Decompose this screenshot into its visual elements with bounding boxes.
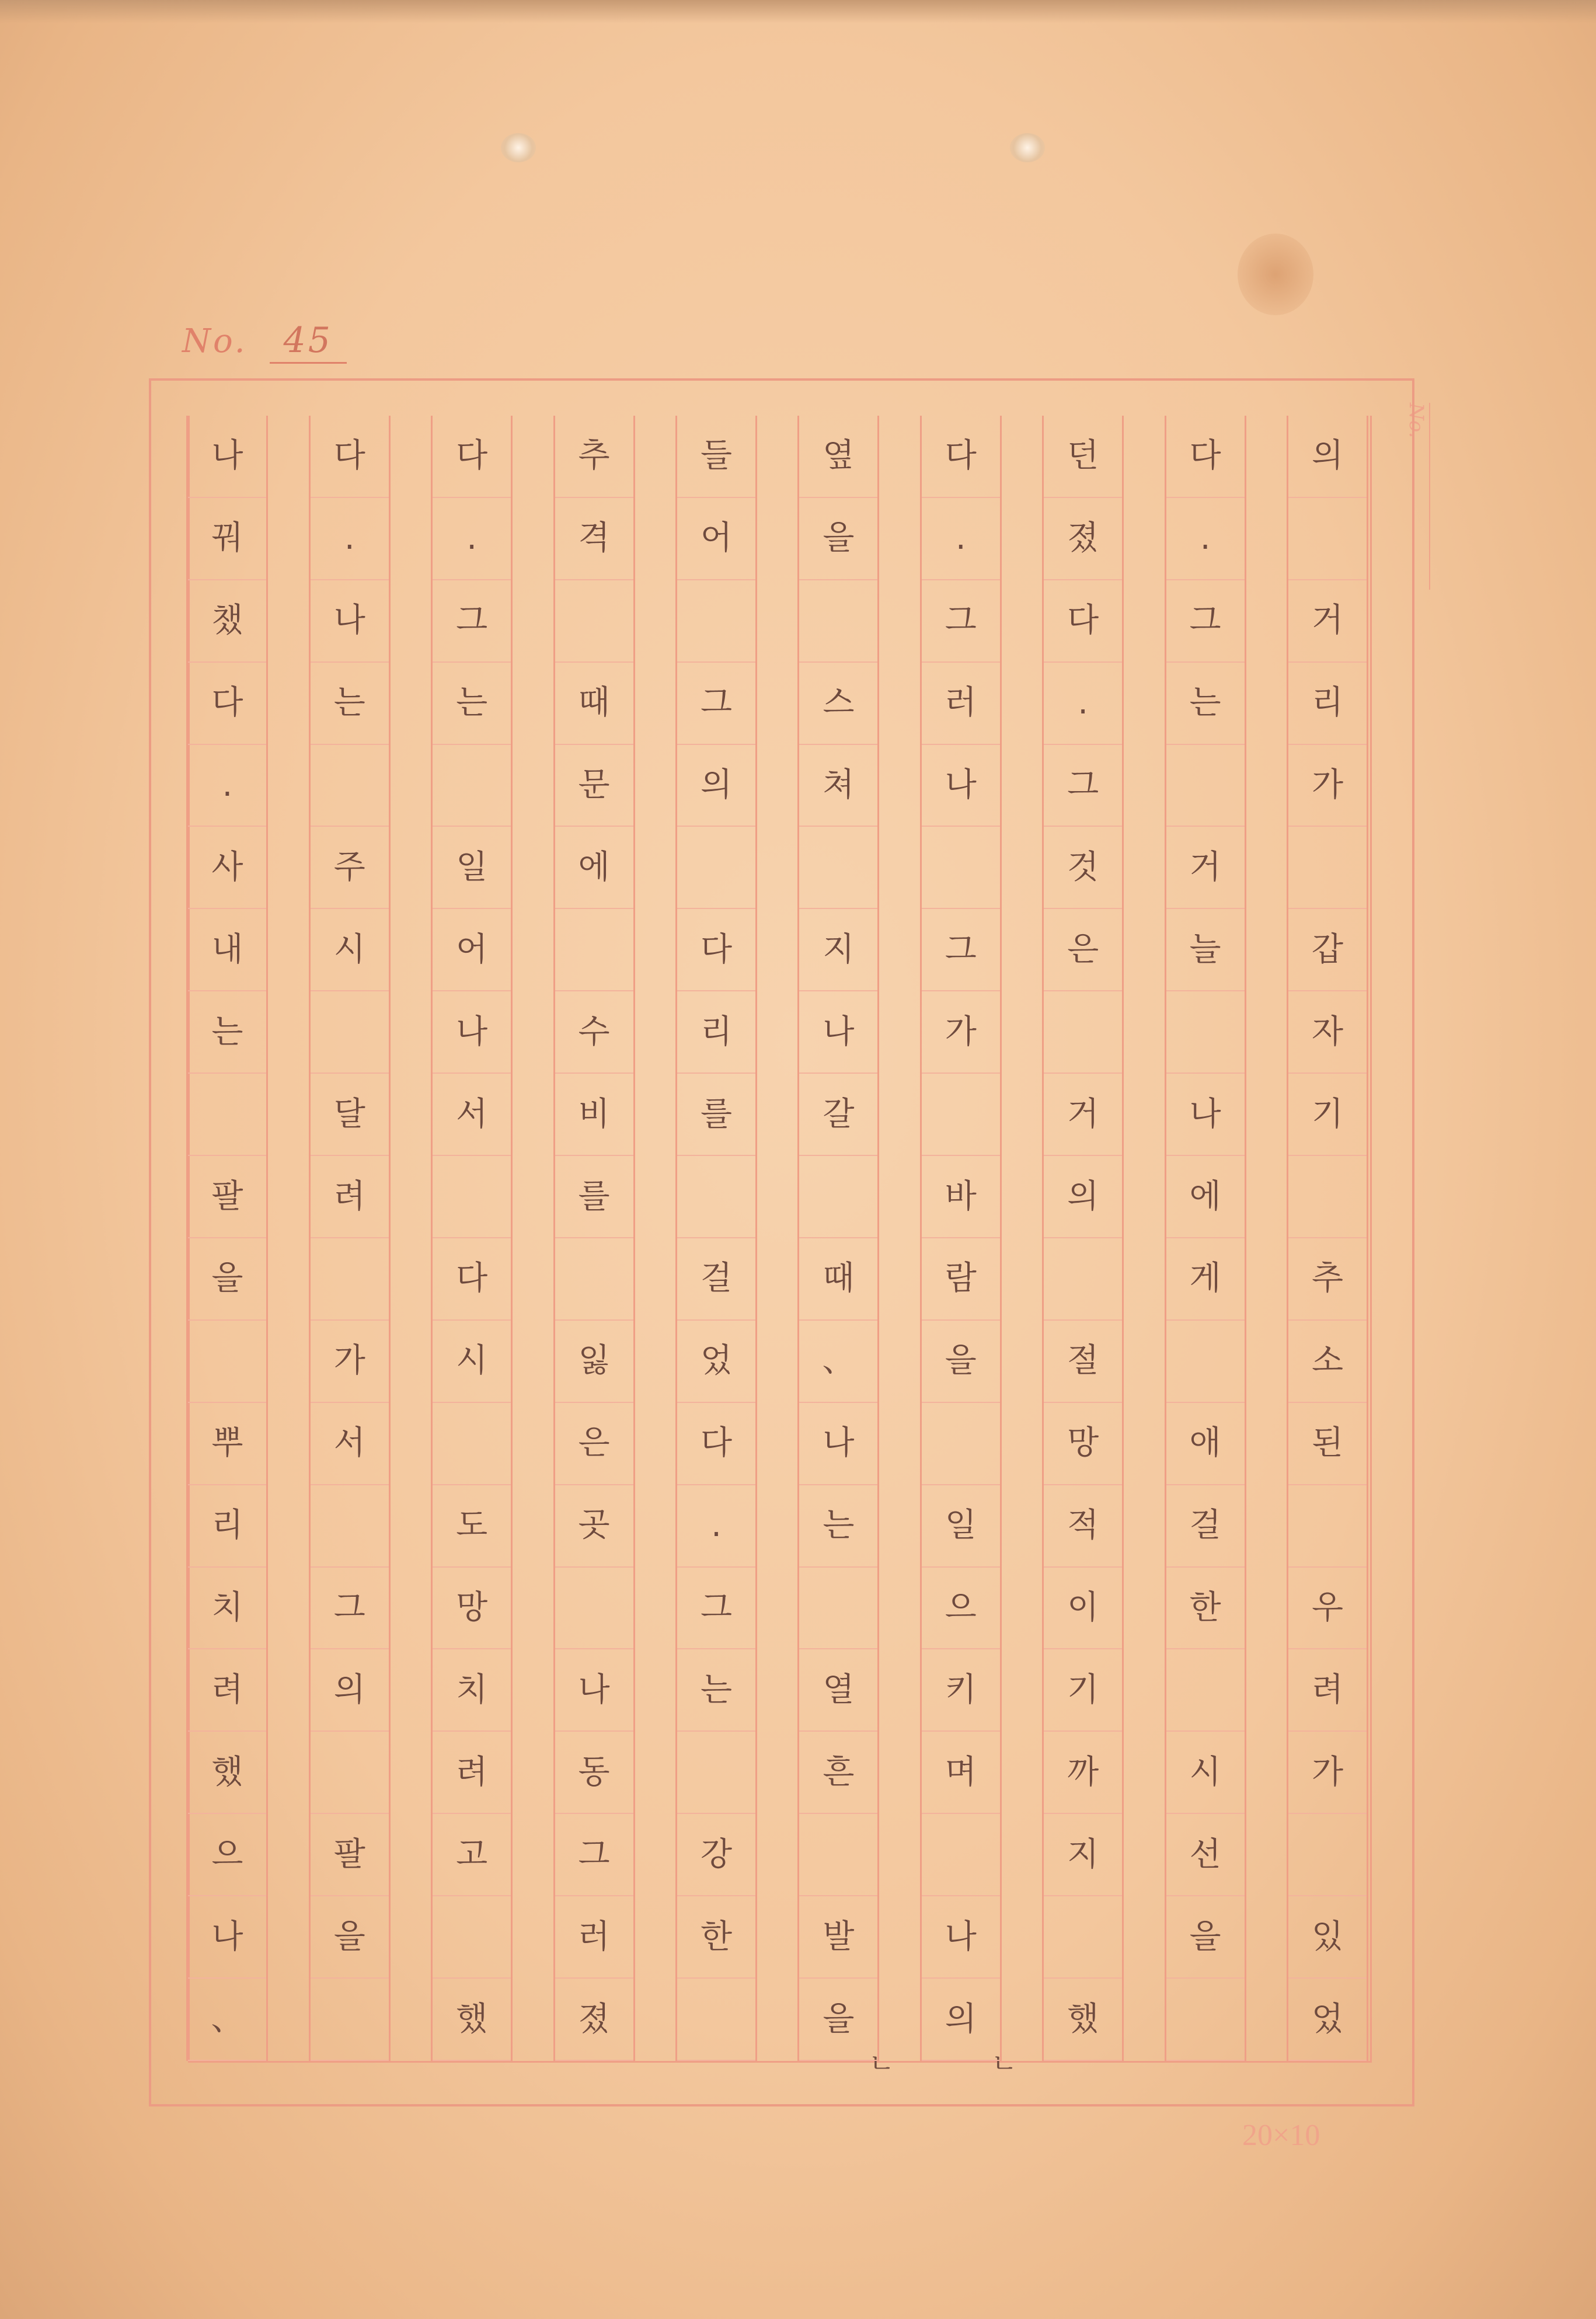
manuscript-cell: 고 — [433, 1814, 511, 1896]
manuscript-cell: 는 — [1166, 663, 1245, 745]
manuscript-cell: 의 — [677, 745, 755, 827]
manuscript-column — [1287, 416, 1368, 2061]
manuscript-cell: 뿌 — [188, 1403, 266, 1485]
manuscript-cell — [555, 1568, 633, 1650]
manuscript-cell: 내 — [188, 909, 266, 991]
manuscript-column — [431, 416, 513, 2061]
manuscript-cell: 때 — [799, 1238, 877, 1321]
manuscript-cell — [311, 745, 389, 827]
manuscript-cell — [1166, 991, 1245, 1074]
manuscript-cell — [799, 827, 877, 910]
manuscript-cell: 나 — [311, 580, 389, 663]
manuscript-cell: 거 — [1288, 580, 1367, 663]
manuscript-cell: 가 — [1288, 745, 1367, 827]
margin-mark-right: ㄴ — [991, 2048, 1017, 2079]
manuscript-cell: 러 — [922, 663, 1000, 745]
manuscript-cell — [1044, 1896, 1122, 1979]
manuscript-cell: 스 — [799, 663, 877, 745]
manuscript-cell — [1288, 1156, 1367, 1238]
manuscript-cell — [799, 1156, 877, 1238]
manuscript-cell: . — [433, 498, 511, 580]
manuscript-cell — [433, 1896, 511, 1979]
manuscript-cell: 러 — [555, 1896, 633, 1979]
manuscript-cell: 지 — [799, 909, 877, 991]
manuscript-cell: 지 — [1044, 1814, 1122, 1896]
manuscript-cell: 나 — [555, 1650, 633, 1732]
manuscript-cell: . — [922, 498, 1000, 580]
manuscript-cell: 일 — [433, 827, 511, 910]
manuscript-cell: 의 — [311, 1650, 389, 1732]
manuscript-cell — [555, 909, 633, 991]
manuscript-cell: 절 — [1044, 1321, 1122, 1403]
manuscript-cell: 、 — [799, 1321, 877, 1403]
manuscript-cell: 나 — [188, 416, 266, 498]
manuscript-cell — [433, 1403, 511, 1485]
manuscript-cell: 、 — [188, 1979, 266, 2061]
manuscript-cell: 갑 — [1288, 909, 1367, 991]
manuscript-cell: 려 — [1288, 1650, 1367, 1732]
manuscript-column — [553, 416, 635, 2061]
manuscript-cell — [677, 827, 755, 910]
manuscript-cell: 흔 — [799, 1732, 877, 1814]
paper-stain-spot — [1238, 234, 1313, 315]
manuscript-cell: 에 — [555, 827, 633, 910]
manuscript-cell: . — [1166, 498, 1245, 580]
manuscript-cell: 는 — [677, 1650, 755, 1732]
manuscript-cell: 쳐 — [799, 745, 877, 827]
margin-mark-left: ㄴ — [869, 2048, 895, 2079]
grid-size-label: 20×10 — [1242, 2119, 1320, 2152]
manuscript-cell: 어 — [433, 909, 511, 991]
manuscript-cell: 에 — [1166, 1156, 1245, 1238]
manuscript-cell: 을 — [922, 1321, 1000, 1403]
manuscript-cell: 려 — [311, 1156, 389, 1238]
manuscript-cell: 려 — [433, 1732, 511, 1814]
manuscript-column — [186, 416, 268, 2061]
manuscript-cell: 사 — [188, 827, 266, 910]
manuscript-cell — [1166, 1321, 1245, 1403]
manuscript-cell: 기 — [1288, 1074, 1367, 1156]
manuscript-cell — [1166, 1650, 1245, 1732]
manuscript-cell: . — [677, 1485, 755, 1568]
manuscript-cell — [922, 1074, 1000, 1156]
manuscript-cell — [799, 580, 877, 663]
manuscript-cell: 은 — [555, 1403, 633, 1485]
manuscript-cell: 적 — [1044, 1485, 1122, 1568]
manuscript-cell: 은 — [1044, 909, 1122, 991]
manuscript-cell — [311, 1238, 389, 1321]
manuscript-cell: 까 — [1044, 1732, 1122, 1814]
manuscript-cell: 는 — [799, 1485, 877, 1568]
manuscript-column — [920, 416, 1002, 2061]
manuscript-cell: 시 — [1166, 1732, 1245, 1814]
manuscript-cell: 으 — [188, 1814, 266, 1896]
manuscript-cell — [433, 1156, 511, 1238]
manuscript-cell — [433, 745, 511, 827]
manuscript-cell: 졌 — [1044, 498, 1122, 580]
punch-hole-left — [501, 133, 536, 162]
manuscript-cell — [1044, 1238, 1122, 1321]
manuscript-cell: 그 — [433, 580, 511, 663]
manuscript-cell: 을 — [311, 1896, 389, 1979]
manuscript-cell: 선 — [1166, 1814, 1245, 1896]
manuscript-cell: 을 — [188, 1238, 266, 1321]
manuscript-cell: 는 — [433, 663, 511, 745]
manuscript-cell — [1288, 1485, 1367, 1568]
manuscript-cell: 했 — [1044, 1979, 1122, 2061]
manuscript-cell: 의 — [922, 1979, 1000, 2061]
manuscript-column — [675, 416, 757, 2061]
manuscript-cell: 를 — [555, 1156, 633, 1238]
manuscript-cell: 나 — [799, 991, 877, 1074]
manuscript-cell: 것 — [1044, 827, 1122, 910]
manuscript-cell: 을 — [1166, 1896, 1245, 1979]
manuscript-cell: . — [311, 498, 389, 580]
manuscript-cell: 나 — [922, 745, 1000, 827]
manuscript-cell — [799, 1568, 877, 1650]
manuscript-cell: 문 — [555, 745, 633, 827]
manuscript-cell: 시 — [433, 1321, 511, 1403]
manuscript-cell: 했 — [188, 1732, 266, 1814]
manuscript-cell: 그 — [922, 909, 1000, 991]
manuscript-cell — [677, 580, 755, 663]
manuscript-cell: 던 — [1044, 416, 1122, 498]
manuscript-cell — [1288, 498, 1367, 580]
manuscript-cell: 격 — [555, 498, 633, 580]
manuscript-cell — [799, 1814, 877, 1896]
manuscript-cell: 거 — [1166, 827, 1245, 910]
manuscript-cell: 의 — [1288, 416, 1367, 498]
manuscript-cell — [311, 1485, 389, 1568]
paper-edge-stain — [0, 0, 1596, 23]
manuscript-cell: 거 — [1044, 1074, 1122, 1156]
manuscript-cell: 챘 — [188, 580, 266, 663]
manuscript-cell: 잃 — [555, 1321, 633, 1403]
manuscript-cell: 그 — [1166, 580, 1245, 663]
manuscript-cell: 가 — [1288, 1732, 1367, 1814]
page-number-value: 45 — [270, 320, 347, 364]
manuscript-cell: 나 — [433, 991, 511, 1074]
manuscript-cell: 다 — [311, 416, 389, 498]
manuscript-column — [797, 416, 879, 2061]
manuscript-cell: 소 — [1288, 1321, 1367, 1403]
manuscript-cell: 된 — [1288, 1403, 1367, 1485]
page-number-label — [182, 320, 347, 364]
manuscript-cell: 가 — [922, 991, 1000, 1074]
manuscript-cell — [677, 1156, 755, 1238]
manuscript-cell: 늘 — [1166, 909, 1245, 991]
manuscript-cell: 때 — [555, 663, 633, 745]
manuscript-cell — [188, 1321, 266, 1403]
manuscript-column — [309, 416, 391, 2061]
manuscript-cell: 한 — [677, 1896, 755, 1979]
manuscript-cell: 그 — [555, 1814, 633, 1896]
manuscript-cell — [555, 1238, 633, 1321]
manuscript-cell: 으 — [922, 1568, 1000, 1650]
manuscript-cell: 었 — [677, 1321, 755, 1403]
manuscript-cell: 망 — [1044, 1403, 1122, 1485]
manuscript-cell — [677, 1732, 755, 1814]
manuscript-column — [1165, 416, 1246, 2061]
manuscript-cell: 우 — [1288, 1568, 1367, 1650]
page-number-prefix: No. — [182, 322, 248, 360]
manuscript-cell: 수 — [555, 991, 633, 1074]
manuscript-cell: 나 — [799, 1403, 877, 1485]
manuscript-cell: 추 — [555, 416, 633, 498]
manuscript-cell: 기 — [1044, 1650, 1122, 1732]
manuscript-cell: 그 — [922, 580, 1000, 663]
manuscript-cell: 키 — [922, 1650, 1000, 1732]
manuscript-cell: 리 — [677, 991, 755, 1074]
manuscript-cell: 곳 — [555, 1485, 633, 1568]
manuscript-cell: 다 — [188, 663, 266, 745]
manuscript-cell — [311, 991, 389, 1074]
manuscript-cell: 들 — [677, 416, 755, 498]
manuscript-cell: 을 — [799, 498, 877, 580]
manuscript-cell: 그 — [311, 1568, 389, 1650]
manuscript-cell — [922, 827, 1000, 910]
manuscript-column — [1042, 416, 1124, 2061]
manuscript-cell: 한 — [1166, 1568, 1245, 1650]
manuscript-cell: 비 — [555, 1074, 633, 1156]
manuscript-cell — [1288, 827, 1367, 910]
manuscript-cell: 나 — [1166, 1074, 1245, 1156]
side-number-field — [1405, 403, 1430, 590]
manuscript-cell: 려 — [188, 1650, 266, 1732]
manuscript-cell — [922, 1403, 1000, 1485]
manuscript-cell — [1288, 1814, 1367, 1896]
manuscript-cell: 게 — [1166, 1238, 1245, 1321]
manuscript-cell: 시 — [311, 909, 389, 991]
manuscript-cell: 다 — [1044, 580, 1122, 663]
manuscript-cell: 는 — [311, 663, 389, 745]
manuscript-cell: 갈 — [799, 1074, 877, 1156]
manuscript-cell: 서 — [433, 1074, 511, 1156]
manuscript-cell: 다 — [677, 909, 755, 991]
manuscript-cell: 다 — [1166, 416, 1245, 498]
manuscript-cell: 치 — [433, 1650, 511, 1732]
manuscript-cell: 달 — [311, 1074, 389, 1156]
manuscript-cell: 다 — [433, 416, 511, 498]
manuscript-cell: 나 — [188, 1896, 266, 1979]
manuscript-cell: 도 — [433, 1485, 511, 1568]
manuscript-cell: 었 — [1288, 1979, 1367, 2061]
manuscript-cell: 바 — [922, 1156, 1000, 1238]
manuscript-cell: 동 — [555, 1732, 633, 1814]
manuscript-cell: 걸 — [1166, 1485, 1245, 1568]
manuscript-cell: 다 — [433, 1238, 511, 1321]
manuscript-cell — [922, 1814, 1000, 1896]
manuscript-cell: 가 — [311, 1321, 389, 1403]
manuscript-cell: 자 — [1288, 991, 1367, 1074]
manuscript-cell: 그 — [677, 663, 755, 745]
manuscript-cell: 꿔 — [188, 498, 266, 580]
manuscript-cell: 일 — [922, 1485, 1000, 1568]
manuscript-cell — [1166, 745, 1245, 827]
manuscript-cell: 리 — [1288, 663, 1367, 745]
manuscript-cell: 다 — [677, 1403, 755, 1485]
manuscript-cell: 를 — [677, 1074, 755, 1156]
punch-hole-right — [1010, 133, 1045, 162]
manuscript-cell: 나 — [922, 1896, 1000, 1979]
manuscript-cell: . — [1044, 663, 1122, 745]
manuscript-cell: 있 — [1288, 1896, 1367, 1979]
manuscript-cell — [188, 1074, 266, 1156]
manuscript-cell: 리 — [188, 1485, 266, 1568]
manuscript-cell: 옆 — [799, 416, 877, 498]
manuscript-cell — [1044, 991, 1122, 1074]
manuscript-cell: 했 — [433, 1979, 511, 2061]
manuscript-cell: 는 — [188, 991, 266, 1074]
manuscript-cell: 치 — [188, 1568, 266, 1650]
manuscript-cell: 강 — [677, 1814, 755, 1896]
manuscript-cell — [311, 1979, 389, 2061]
manuscript-cell — [311, 1732, 389, 1814]
side-number-label: No. — [1405, 403, 1428, 438]
manuscript-cell: 팔 — [188, 1156, 266, 1238]
manuscript-cell: 망 — [433, 1568, 511, 1650]
manuscript-cell — [677, 1979, 755, 2061]
manuscript-cell — [555, 580, 633, 663]
manuscript-cell: 졌 — [555, 1979, 633, 2061]
manuscript-cell: 의 — [1044, 1156, 1122, 1238]
manuscript-cell — [1166, 1979, 1245, 2061]
manuscript-cell: 람 — [922, 1238, 1000, 1321]
manuscript-cell: 걸 — [677, 1238, 755, 1321]
manuscript-cell: 주 — [311, 827, 389, 910]
manuscript-cell: 서 — [311, 1403, 389, 1485]
manuscript-cell: 다 — [922, 416, 1000, 498]
manuscript-cell: 을 — [799, 1979, 877, 2061]
manuscript-cell: . — [188, 745, 266, 827]
manuscript-cell: 팔 — [311, 1814, 389, 1896]
manuscript-cell: 발 — [799, 1896, 877, 1979]
manuscript-cell: 그 — [1044, 745, 1122, 827]
manuscript-cell: 며 — [922, 1732, 1000, 1814]
manuscript-cell: 애 — [1166, 1403, 1245, 1485]
manuscript-cell: 그 — [677, 1568, 755, 1650]
manuscript-cell: 추 — [1288, 1238, 1367, 1321]
manuscript-cell: 어 — [677, 498, 755, 580]
manuscript-cell: 이 — [1044, 1568, 1122, 1650]
manuscript-cell: 열 — [799, 1650, 877, 1732]
